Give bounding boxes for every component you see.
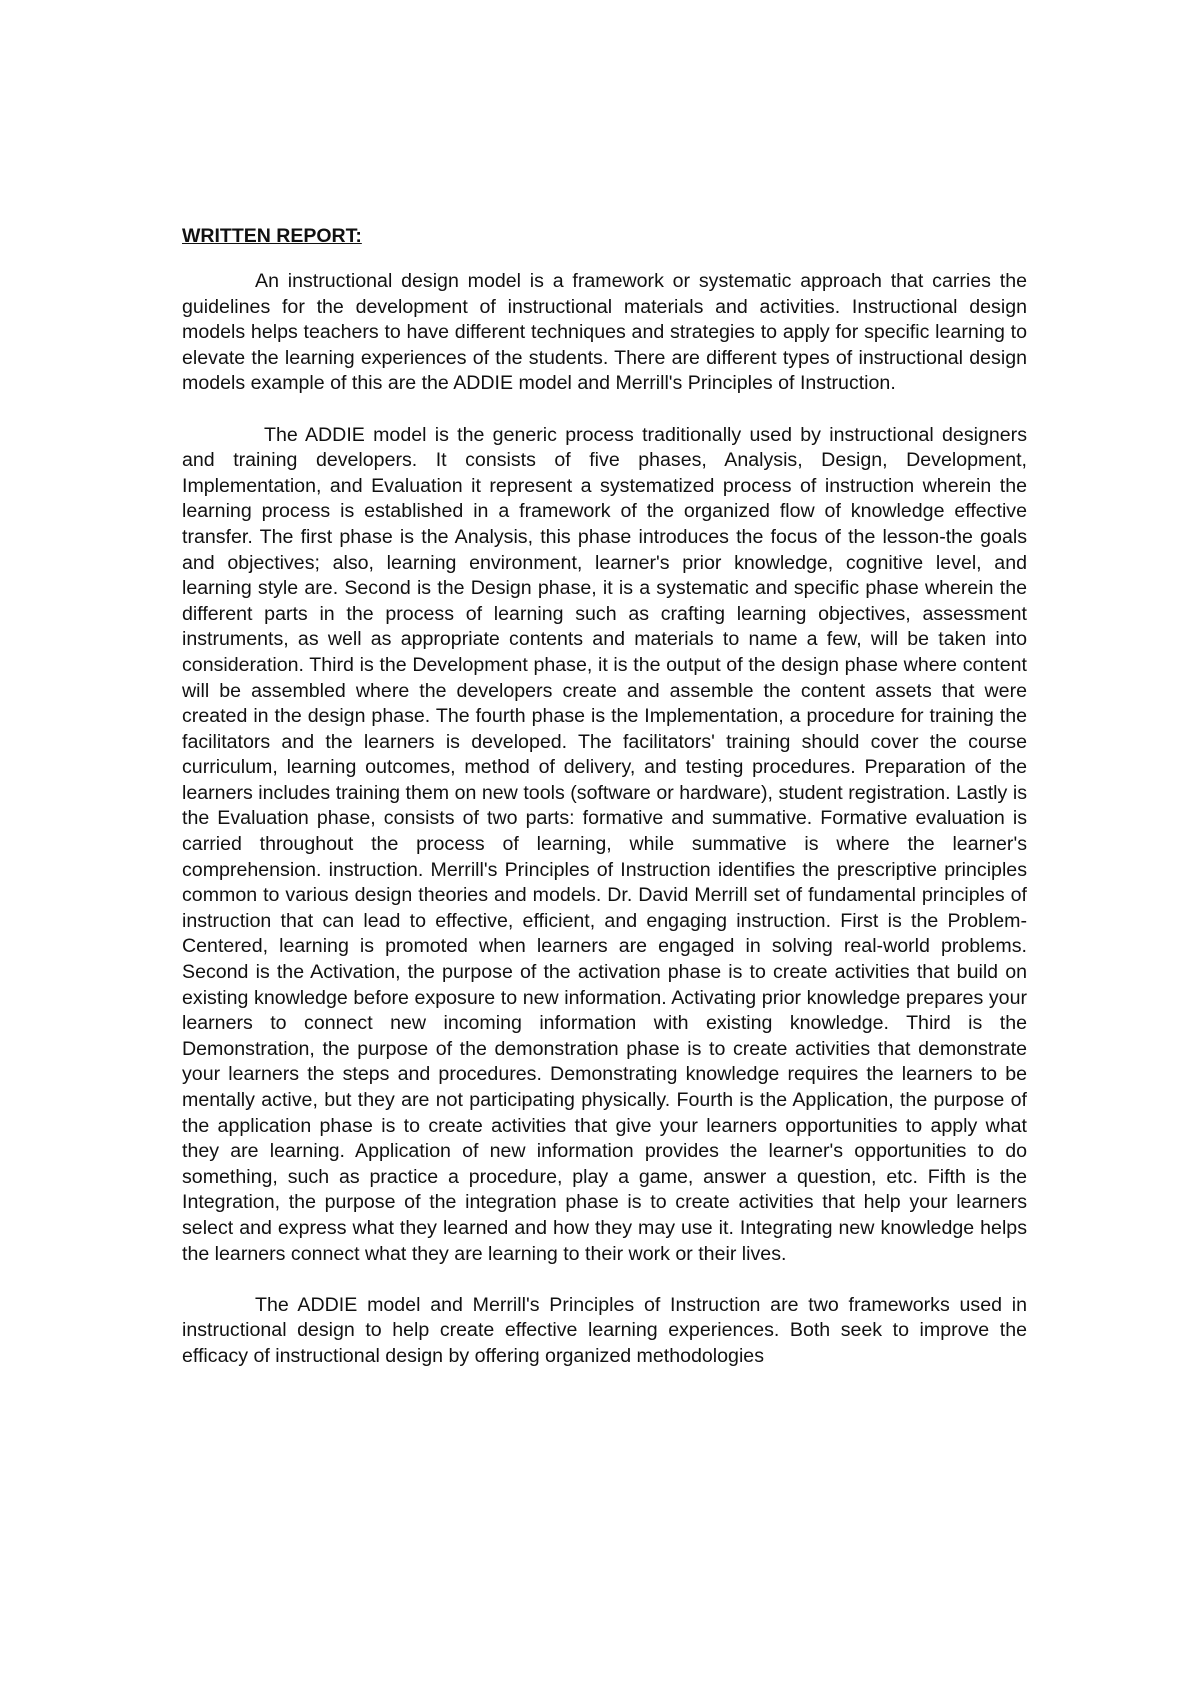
comparison-paragraph: The ADDIE model and Merrill's Principles of Instruction are two frameworks used in instructional design to help create effective learning experiences. Both seek to improve the efficacy of instructional design by offering organized methodologies [182,1293,1027,1367]
report-heading: WRITTEN REPORT: [182,225,362,247]
document-page [182,224,1027,1395]
intro-paragraph: An instructional design model is a framework or systematic approach that carries the guidelines for the development of instructional materials and activities. Instructional design models helps teachers to have different techniques and strategies to apply for specific learning to elevate the learning experiences of the students. There are different types of instructional design models example of this are the ADDIE model and Merrill's Principles of Instruction. [182,270,1027,395]
addie-merrill-paragraph: The ADDIE model is the generic process traditionally used by instructional designers and training developers. It consists of five phases, Analysis, Design, Development, Implementation, and Evaluation it represent a systematized process of instruction wherein the learning process is established in a framework of the organized flow of knowledge effective transfer. The first phase is the Analysis, this phase introduces the focus of the lesson-the goals and objectives; also, learning environment, learner's prior knowledge, cognitive level, and learning style are. Second is the Design phase, it is a systematic and specific phase wherein the different parts in the process of learning such as crafting learning objectives, assessment instruments, as well as appropriate contents and materials to name a few, will be taken into consideration. Third is the Development phase, it is the output of the design phase where content will be assembled where the developers create and assemble the content assets that were created in the design phase. The fourth phase is the Implementation, a procedure for training the facilitators and the learners is developed. The facilitators' training should cover the course curriculum, learning outcomes, method of delivery, and testing procedures. Preparation of the learners includes training them on new tools (software or hardware), student registration. Lastly is the Evaluation phase, consists of two parts: formative and summative. Formative evaluation is carried throughout the process of learning, while summative is where the learner's comprehension. instruction. Merrill's Principles of Instruction identifies the prescriptive principles common to various design theories and models. Dr. David Merrill set of fundamental principles of instruction that can lead to effective, efficient, and engaging instruction. First is the Problem-Centered, learning is promoted when learners are engaged in solving real-world problems. Second is the Activation, the purpose of the activation phase is to create activities that build on existing knowledge before exposure to new information. Activating prior knowledge prepares your learners to connect new incoming information with existing knowledge. Third is the Demonstration, the purpose of the demonstration phase is to create activities that demonstrate your learners the steps and procedures. Demonstrating knowledge requires the learners to be mentally active, but they are not participating physically. Fourth is the Application, the purpose of the application phase is to create activities that give your learners opportunities to apply what they are learning. Application of new information provides the learner's opportunities to do something, such as practice a procedure, play a game, answer a question, etc. Fifth is the Integration, the purpose of the integration phase is to create activities that help your learners select and express what they learned and how they may use it. Integrating new knowledge helps the learners connect what they are learning to their work or their lives. [182,423,1027,1265]
